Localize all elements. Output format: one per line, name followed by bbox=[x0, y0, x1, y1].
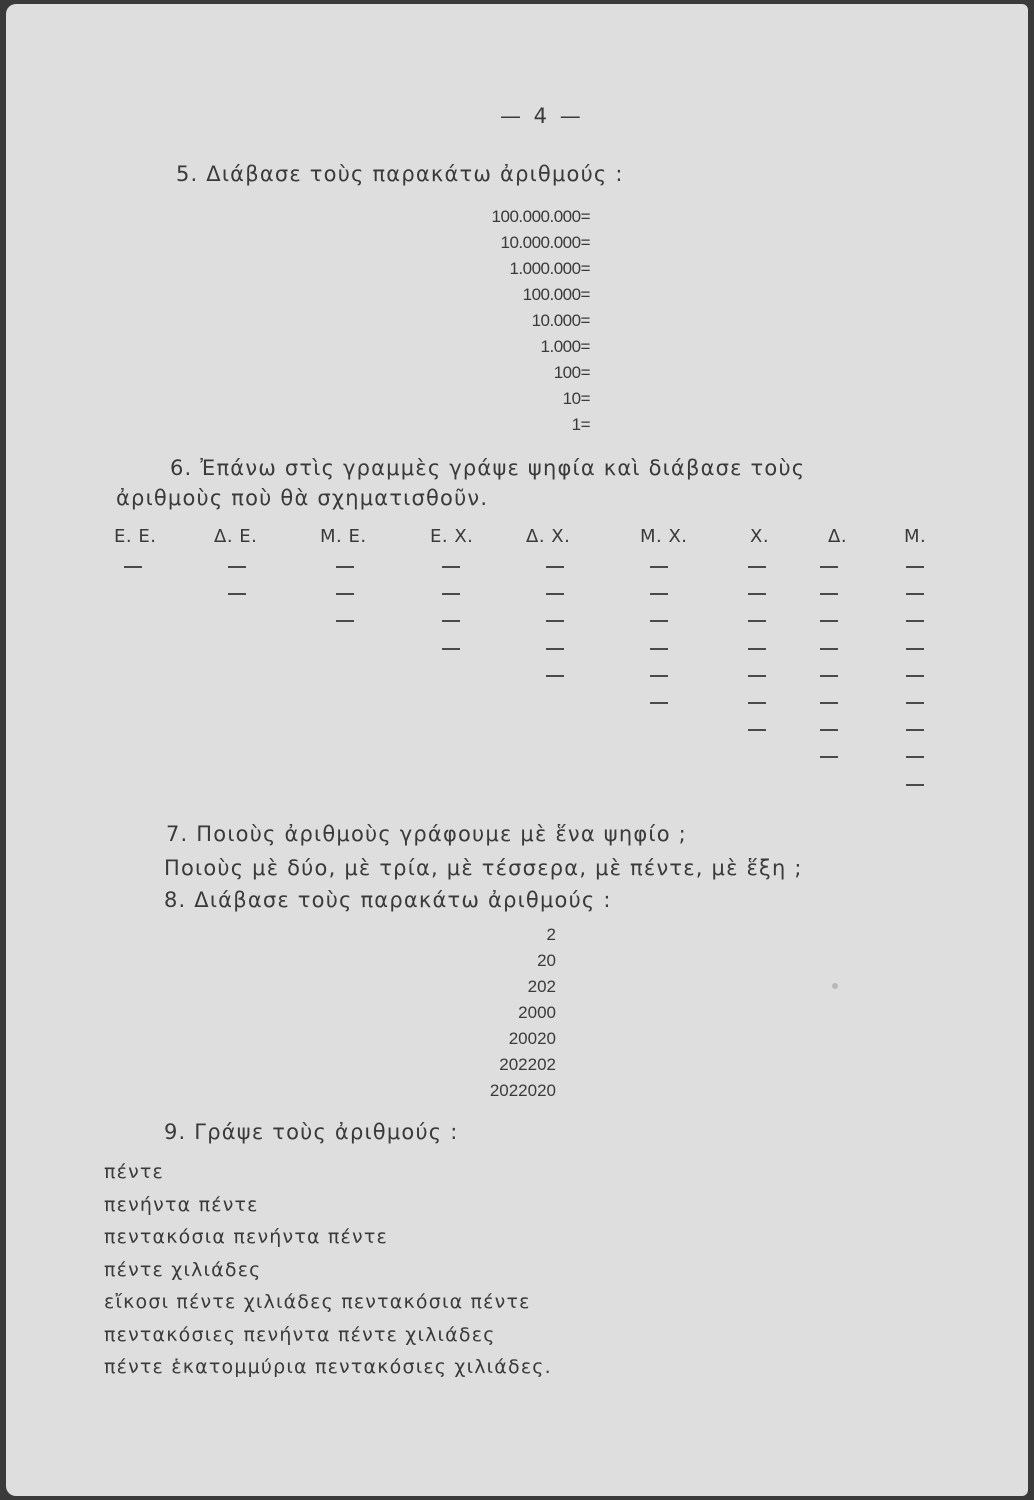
q6-line1: 6. Ἐπάνω στὶς γραμμὲς γράψε ψηφία καὶ διάβασε τοὺς bbox=[170, 456, 806, 480]
digit-blank-line bbox=[748, 593, 766, 595]
q5-number: 10= bbox=[562, 389, 590, 408]
digit-blank-line bbox=[748, 648, 766, 650]
digit-blank-line bbox=[906, 784, 924, 786]
digit-blank-line bbox=[124, 566, 142, 568]
digit-blank-line bbox=[906, 648, 924, 650]
digit-blank-line bbox=[546, 593, 564, 595]
q9-item: εἴκοσι πέντε χιλιάδες πεντακόσια πέντε bbox=[104, 1291, 531, 1313]
digit-blank-line bbox=[820, 702, 838, 704]
q8-number-list bbox=[490, 922, 556, 1104]
page-number: — 4 — bbox=[500, 104, 584, 128]
q6-header: Χ. bbox=[750, 526, 770, 547]
digit-blank-line bbox=[546, 675, 564, 677]
digit-blank-line bbox=[906, 620, 924, 622]
q6-header: Μ. Ε. bbox=[320, 526, 367, 547]
q5-number: 10.000= bbox=[531, 311, 590, 330]
digit-blank-line bbox=[228, 593, 246, 595]
paper-speck bbox=[832, 983, 838, 989]
digit-blank-line bbox=[336, 620, 354, 622]
q8-number: 20020 bbox=[508, 1029, 556, 1048]
digit-blank-line bbox=[228, 566, 246, 568]
digit-blank-line bbox=[906, 702, 924, 704]
digit-blank-line bbox=[442, 620, 460, 622]
digit-blank-line bbox=[906, 729, 924, 731]
digit-blank-line bbox=[442, 593, 460, 595]
q5-number: 100.000.000= bbox=[491, 207, 590, 226]
digit-blank-line bbox=[820, 620, 838, 622]
digit-blank-line bbox=[650, 702, 668, 704]
q6-header: Δ. Ε. bbox=[214, 526, 258, 547]
q6-header: Μ. bbox=[904, 526, 927, 547]
q5-title: 5. Διάβασε τοὺς παρακάτω ἀριθμούς : bbox=[176, 162, 624, 186]
digit-blank-line bbox=[748, 729, 766, 731]
digit-blank-line bbox=[748, 620, 766, 622]
q6-header: Μ. Χ. bbox=[640, 526, 688, 547]
q9-item: πέντε bbox=[104, 1161, 165, 1183]
q7-line1: 7. Ποιοὺς ἀριθμοὺς γράφουμε μὲ ἕνα ψηφίο ; bbox=[166, 822, 687, 846]
digit-blank-line bbox=[748, 566, 766, 568]
q8-number: 202 bbox=[527, 977, 556, 996]
q8-number: 2000 bbox=[518, 1003, 556, 1022]
digit-blank-line bbox=[820, 648, 838, 650]
q7-line2: Ποιοὺς μὲ δύο, μὲ τρία, μὲ τέσσερα, μὲ πέντε, μὲ ἕξη ; bbox=[164, 856, 803, 880]
digit-blank-line bbox=[820, 729, 838, 731]
digit-blank-line bbox=[442, 648, 460, 650]
q5-number: 100= bbox=[553, 363, 590, 382]
digit-blank-line bbox=[748, 702, 766, 704]
q6-line2: ἀριθμοὺς ποὺ θὰ σχηματισθοῦν. bbox=[116, 486, 489, 510]
q5-number: 10.000.000= bbox=[500, 233, 590, 252]
q9-title: 9. Γράψε τοὺς ἀριθμούς : bbox=[164, 1120, 459, 1144]
q5-number-list bbox=[492, 204, 590, 438]
digit-blank-line bbox=[546, 566, 564, 568]
digit-blank-line bbox=[546, 648, 564, 650]
q9-item: πεντακόσιες πενήντα πέντε χιλιάδες bbox=[104, 1323, 496, 1346]
worksheet-page bbox=[6, 4, 1028, 1496]
digit-blank-line bbox=[820, 566, 838, 568]
q8-number: 202202 bbox=[499, 1055, 556, 1074]
digit-blank-line bbox=[546, 620, 564, 622]
q9-item: πέντε χιλιάδες bbox=[104, 1258, 262, 1281]
digit-blank-line bbox=[650, 675, 668, 677]
digit-blank-line bbox=[650, 620, 668, 622]
digit-blank-line bbox=[906, 593, 924, 595]
q5-number: 1.000= bbox=[540, 337, 590, 356]
q8-title: 8. Διάβασε τοὺς παρακάτω ἀριθμούς : bbox=[164, 888, 612, 912]
q9-word-list bbox=[104, 1156, 552, 1384]
digit-blank-line bbox=[906, 566, 924, 568]
digit-blank-line bbox=[906, 675, 924, 677]
q9-item: πέντε ἑκατομμύρια πεντακόσιες χιλιάδες. bbox=[104, 1356, 552, 1378]
digit-blank-line bbox=[748, 675, 766, 677]
digit-blank-line bbox=[336, 593, 354, 595]
q8-number: 20 bbox=[537, 951, 556, 970]
digit-blank-line bbox=[906, 756, 924, 758]
digit-blank-line bbox=[442, 566, 460, 568]
digit-blank-line bbox=[820, 756, 838, 758]
q5-number: 1.000.000= bbox=[509, 259, 590, 278]
q6-header: Ε. Χ. bbox=[430, 526, 474, 547]
digit-blank-line bbox=[650, 648, 668, 650]
digit-blank-line bbox=[650, 593, 668, 595]
q6-header: Δ. Χ. bbox=[526, 526, 571, 547]
digit-blank-line bbox=[336, 566, 354, 568]
q9-item: πενήντα πέντε bbox=[104, 1193, 259, 1216]
digit-blank-line bbox=[650, 566, 668, 568]
q6-header: Ε. Ε. bbox=[114, 526, 157, 547]
q9-item: πεντακόσια πενήντα πέντε bbox=[104, 1226, 388, 1248]
q8-number: 2 bbox=[546, 925, 556, 944]
q5-number: 1= bbox=[571, 415, 590, 434]
digit-blank-line bbox=[820, 675, 838, 677]
digit-blank-line bbox=[820, 593, 838, 595]
q5-number: 100.000= bbox=[522, 285, 590, 304]
q6-header: Δ. bbox=[828, 526, 848, 547]
q8-number: 2022020 bbox=[489, 1081, 556, 1100]
